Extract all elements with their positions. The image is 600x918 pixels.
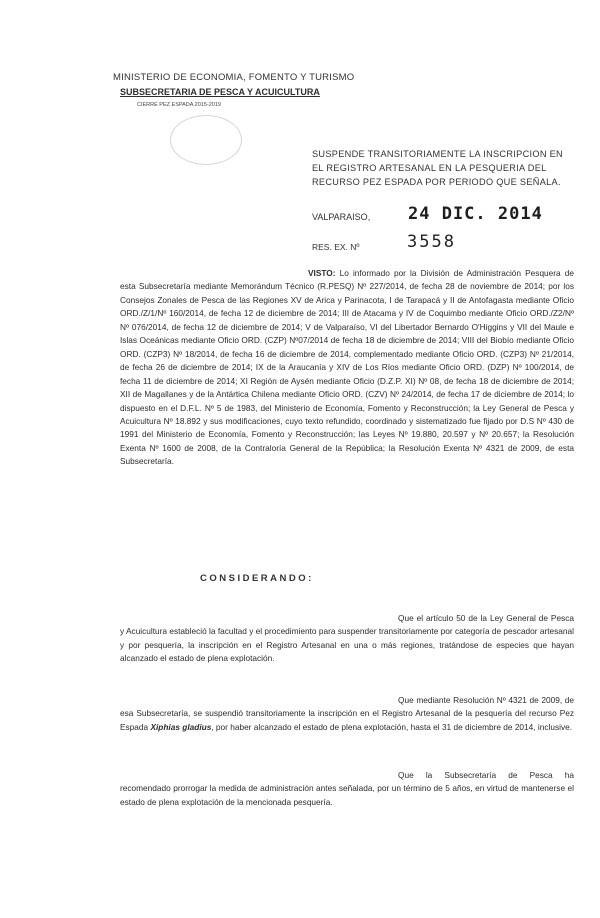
place-label: VALPARAISO, — [312, 212, 371, 222]
considerando-paragraph-1 — [120, 612, 574, 666]
species-name: Xiphias gladius — [150, 721, 212, 732]
resolution-row — [312, 232, 512, 258]
visto-paragraph — [120, 267, 574, 469]
faded-seal-icon — [170, 115, 242, 165]
considerando-text-1: Que el artículo 50 de la Ley General de Pesca y Acuicultura estableció la facultad y el procedimiento para suspender transitoriamente por categoría de pescador artesanal y por pesquería, la inscripción en el Registro Artesanal en una o más regiones, tratándose de especies que hayan alcanzado el estado de plena explotación. — [120, 613, 574, 664]
place-date-row — [312, 204, 572, 230]
resolution-label: RES. EX. Nº — [312, 242, 360, 252]
considerando-paragraph-2 — [120, 694, 574, 734]
considerando-text-2b: , por haber alcanzado el estado de plena explotación, hasta el 31 de diciembre de 2014, inclusive. — [211, 721, 573, 732]
subject-heading: SUSPENDE TRANSITORIAMENTE LA INSCRIPCION EN EL REGISTRO ARTESANAL EN LA PESQUERIA DEL RECURSO PEZ ESPADA POR PERIODO QUE SEÑALA. — [312, 149, 563, 187]
visto-text: Lo informado por la División de Administración Pesquera de esta Subsecretaría mediante Memorándum Técnico (R.PESQ) Nº 227/2014, de fecha 28 de noviembre de 2014; por los Consejos Zonales de Pesca de las Regiones XV de Arica y Parinacota, I de Tarapacá y II de Antofagasta mediante Oficio ORD./Z/1/Nº 160/2014, de fecha 12 de diciembre de 2014; III de Atacama y IV de Coquimbo mediante Oficio ORD./Z2/Nº Nº 076/2014, de fecha 12 de diciembre de 2014; V de Valparaíso, VI del Libertador Bernardo O'Higgins y VII del Maule e Islas Oceánicas mediante Oficio ORD. (CZP) Nº07/2014 de fecha 18 de diciembre de 2014; VIII del Biobío mediante Oficio ORD. (CZP3) Nº 18/2014, de fecha 16 de diciembre de 2014, complementado mediante Oficio ORD. (CZP3) Nº 21/2014, de fecha 26 de diciembre de 2014; IX de la Araucanía y XIV de Los Ríos mediante Oficio ORD. (DZP) Nº 100/2014, de fecha 11 de diciembre de 2014; XI Región de Aysén mediante Oficio (D.Z.P. XI) Nº 08, de fecha 18 de diciembre de 2014; XII de Magallanes y de la Antártica Chilena mediante Oficio ORD. (CZV) Nº 24/2014, de fecha 17 de diciembre de 2014; lo dispuesto en el D.F.L. Nº 5 de 1983, del Ministerio de Economía, Fomento y Reconstrucción; la Ley General de Pesca y Acuicultura Nº 18.892 y sus modificaciones, cuyo texto refundido, coordinado y sistematizado fue fijado por D.S Nº 430 de 1991 del Ministerio de Economía, Fomento y Reconstrucción; las Leyes Nº 19.880, 20.597 y Nº 20.657; la Resolución Exenta Nº 1600 de 2008, de la Contraloría General de la República; la Resolución Exenta Nº 4321 de 2009, de esta Subsecretaría. — [120, 268, 574, 467]
considerando-text-3: Que la Subsecretaría de Pesca ha recomendado prorrogar la medida de administración antes señalada, por un término de 5 años, en virtud de mantenerse el estado de plena explotación de la mencionada pesquería. — [120, 770, 574, 807]
date-stamp: 24 DIC. 2014 — [408, 204, 543, 224]
considerando-paragraph-3 — [120, 769, 574, 809]
visto-lead: VISTO: — [308, 268, 336, 278]
file-reference: CIERRE PEZ ESPADA 2015-2019 — [137, 102, 221, 108]
resolution-number: 3558 — [407, 232, 456, 252]
subsecretaria-name: SUBSECRETARIA DE PESCA Y ACUICULTURA — [120, 87, 320, 97]
ministry-name: MINISTERIO DE ECONOMIA, FOMENTO Y TURISMO — [113, 72, 355, 83]
considerando-title: CONSIDERANDO: — [200, 573, 314, 584]
considerando-text-2a: Que mediante Resolución Nº 4321 de 2009, de esa Subsecretaría, se suspendió transitoriamente la inscripción en el Registro Artesanal de la pesquería del recurso Pez Espada — [120, 695, 574, 732]
